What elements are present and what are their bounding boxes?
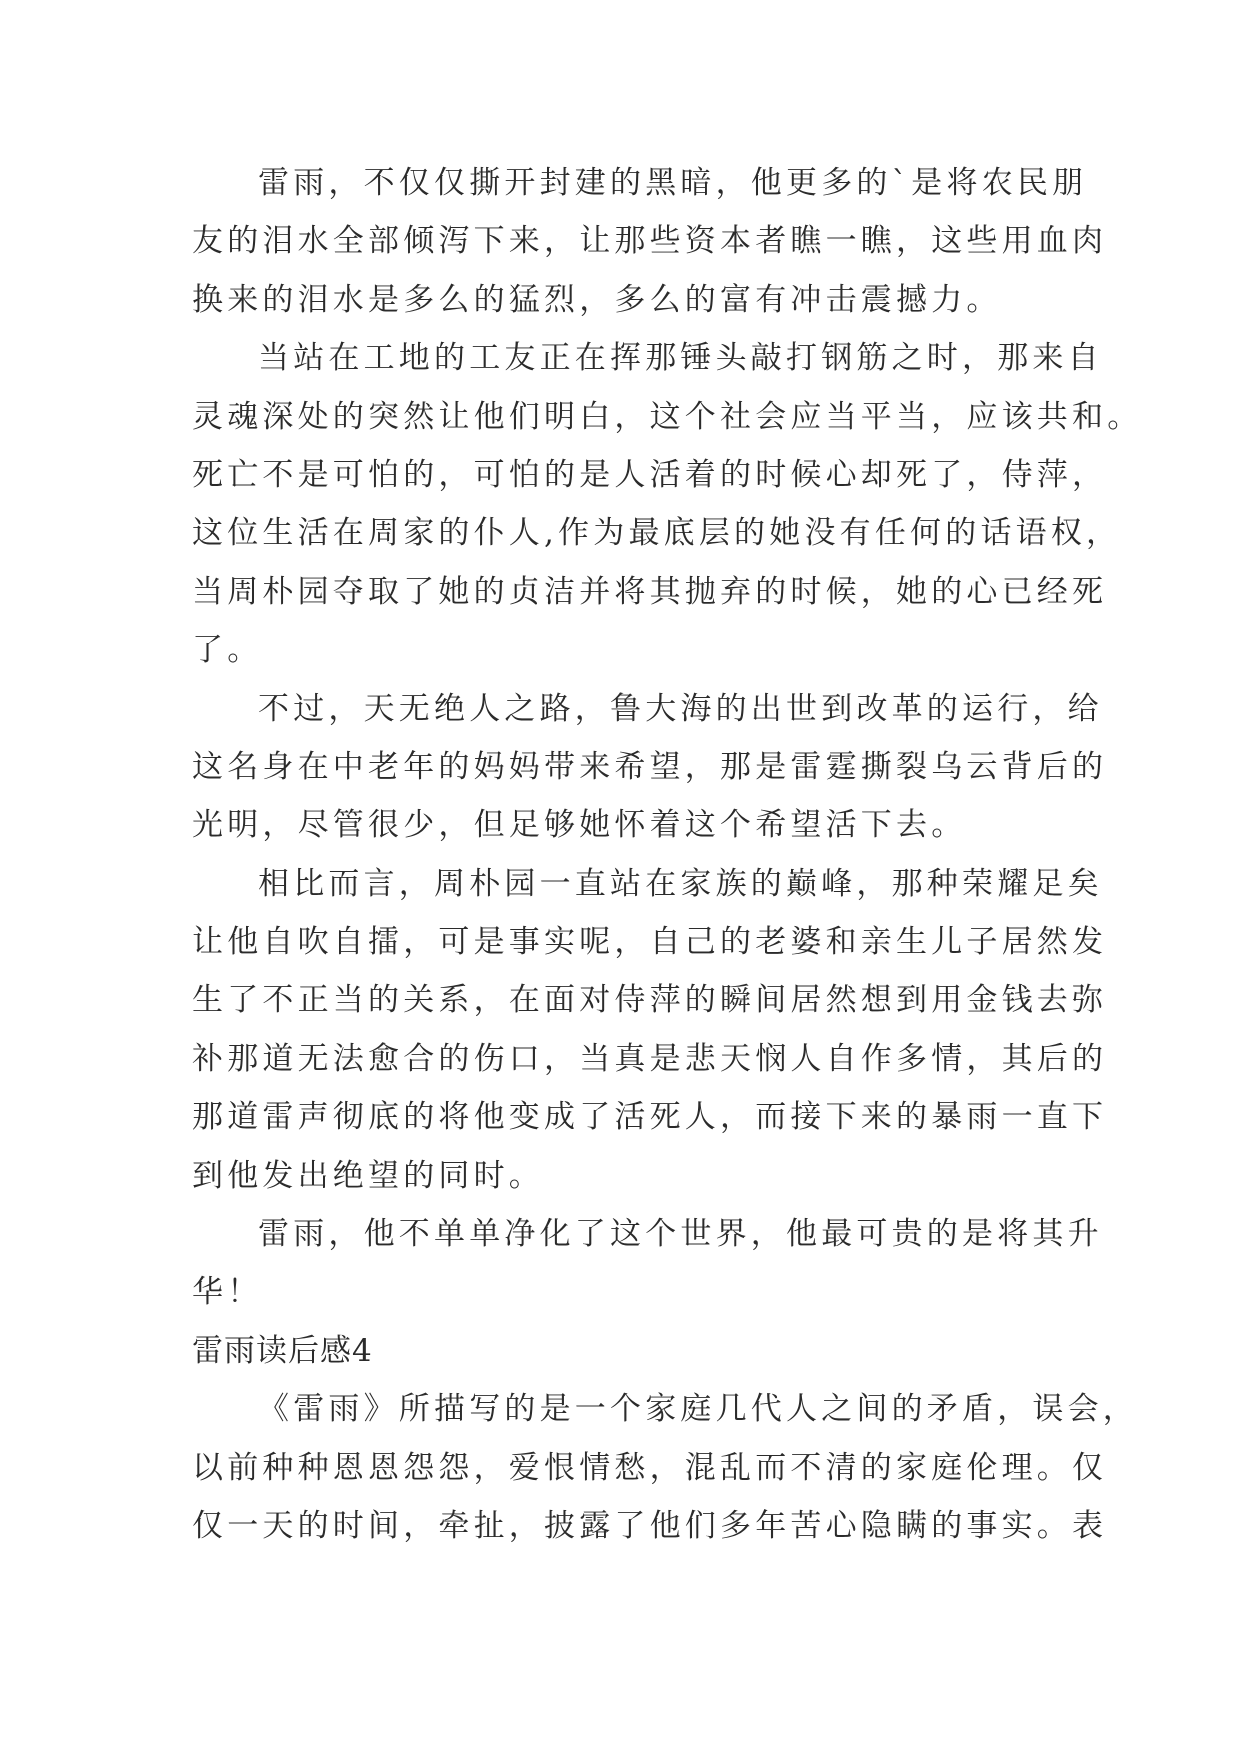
text-line: 了。 xyxy=(192,632,263,669)
text-line: 到他发出绝望的同时。 xyxy=(192,1157,544,1194)
text-line: 当站在工地的工友正在挥那锤头敲打钢筋之时，那来自 xyxy=(258,340,1103,377)
section-heading: 雷雨读后感4 xyxy=(192,1332,373,1369)
text-line: 那道雷声彻底的将他变成了活死人，而接下来的暴雨一直下 xyxy=(192,1099,1108,1136)
text-line: 灵魂深处的突然让他们明白，这个社会应当平当，应该共和。 xyxy=(192,398,1143,435)
text-line: 《雷雨》所描写的是一个家庭几代人之间的矛盾，误会， xyxy=(258,1391,1138,1428)
text-line: 雷雨，不仅仅撕开封建的黑暗，他更多的`是将农民朋 xyxy=(258,165,1088,201)
text-line: 换来的泪水是多么的猛烈，多么的富有冲击震撼力。 xyxy=(192,281,1002,318)
paragraph xyxy=(192,680,1108,855)
text-line: 光明，尽管很少，但足够她怀着这个希望活下去。 xyxy=(192,807,967,844)
text-line: 这名身在中老年的妈妈带来希望，那是雷霆撕裂乌云背后的 xyxy=(192,748,1108,785)
text-line: 雷雨，他不单单净化了这个世界，他最可贵的是将其升 xyxy=(258,1216,1103,1253)
text-line: 让他自吹自擂，可是事实呢，自己的老婆和亲生儿子居然发 xyxy=(192,924,1108,961)
paragraph xyxy=(192,329,1143,679)
text-line: 华！ xyxy=(192,1274,263,1311)
text-line: 这位生活在周家的仆人,作为最底层的她没有任何的话语权， xyxy=(192,515,1122,552)
document-body xyxy=(192,154,1143,1555)
paragraph xyxy=(192,1380,1138,1555)
text-line: 仅一天的时间，牵扯，披露了他们多年苦心隐瞒的事实。表 xyxy=(192,1507,1108,1544)
text-line: 相比而言，周朴园一直站在家族的巅峰，那种荣耀足矣 xyxy=(258,865,1103,902)
text-line: 以前种种恩恩怨怨，爱恨情愁，混乱而不清的家庭伦理。仅 xyxy=(192,1449,1108,1486)
paragraph xyxy=(192,855,1108,1205)
text-line: 当周朴园夺取了她的贞洁并将其抛弃的时候，她的心已经死 xyxy=(192,573,1108,610)
paragraph xyxy=(192,154,1108,329)
text-line: 友的泪水全部倾泻下来，让那些资本者瞧一瞧，这些用血肉 xyxy=(192,223,1108,260)
paragraph xyxy=(192,1205,1103,1322)
text-line: 补那道无法愈合的伤口，当真是悲天悯人自作多情，其后的 xyxy=(192,1040,1108,1077)
text-line: 生了不正当的关系，在面对侍萍的瞬间居然想到用金钱去弥 xyxy=(192,982,1108,1019)
text-line: 死亡不是可怕的，可怕的是人活着的时候心却死了，侍萍， xyxy=(192,456,1108,493)
text-line: 不过，天无绝人之路，鲁大海的出世到改革的运行，给 xyxy=(258,690,1103,727)
